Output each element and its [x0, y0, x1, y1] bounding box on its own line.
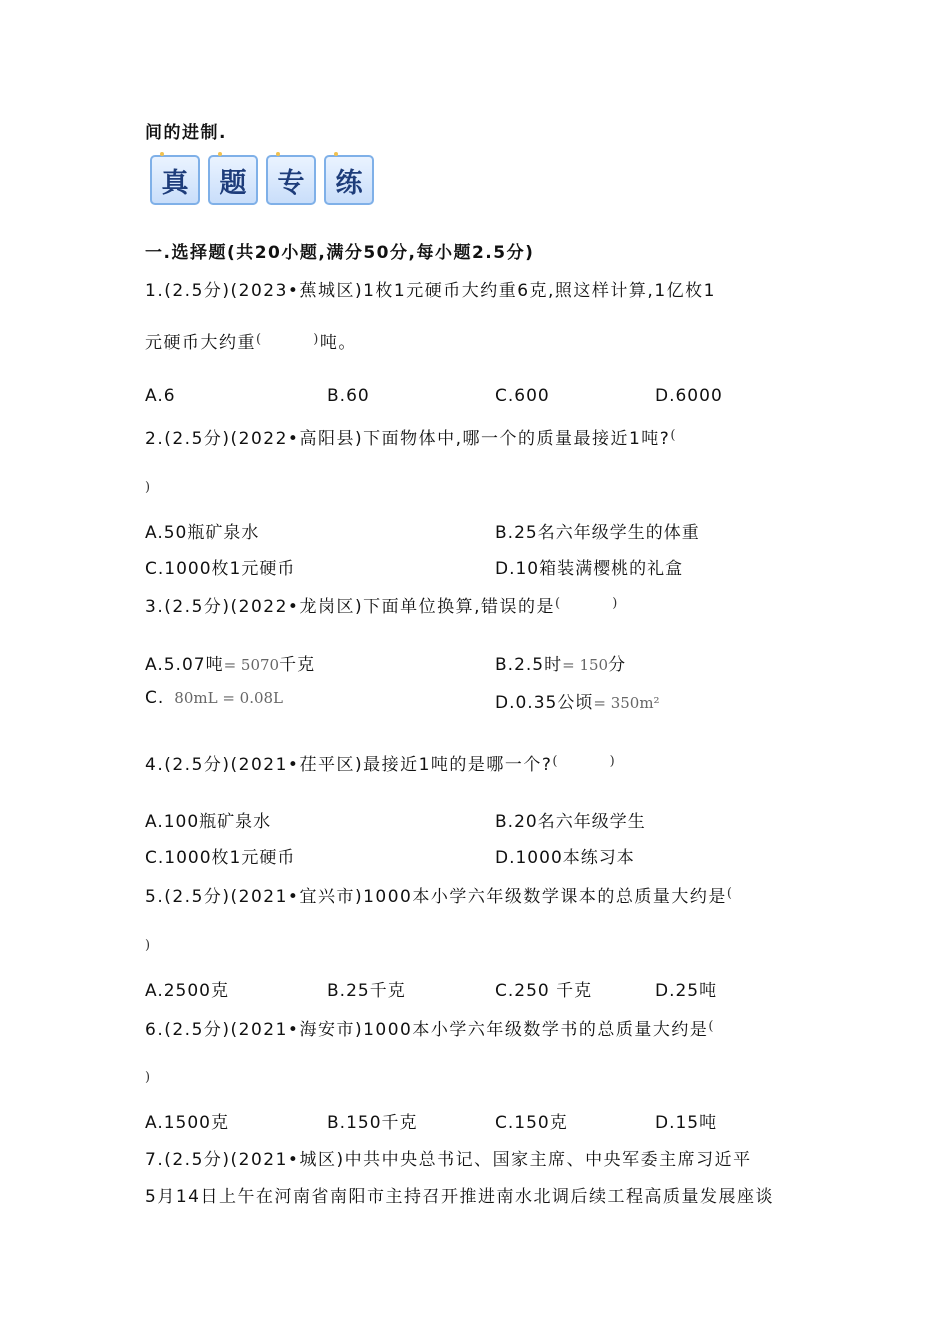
q6-close-paren	[145, 1070, 152, 1091]
q6-stem-line1	[145, 1015, 715, 1040]
q1-option-d[interactable]: D.6000	[655, 386, 723, 406]
q3-option-c-math: 80mL = 0.08L	[174, 689, 284, 707]
q5-option-c[interactable]: C.250 千克	[495, 981, 593, 1001]
banner-real-exam-practice	[150, 155, 374, 205]
q3-option-b[interactable]	[495, 650, 626, 675]
q3-stem-line1	[145, 592, 619, 617]
q3-stem-text: 3.(2.5分)(2022•龙岗区)下面单位换算,错误的是	[145, 597, 555, 617]
q5-option-b[interactable]: B.25千克	[327, 981, 406, 1001]
q1-stem-post: 吨。	[319, 333, 357, 353]
q6-close-paren-text: )	[145, 1070, 152, 1085]
q4-option-a[interactable]: A.100瓶矿泉水	[145, 812, 272, 832]
banner-char-4: 练	[324, 155, 374, 205]
q2-option-a[interactable]: A.50瓶矿泉水	[145, 523, 260, 543]
intro-text: 间的进制.	[145, 123, 227, 143]
q2-stem-text: 2.(2.5分)(2022•高阳县)下面物体中,哪一个的质量最接近1吨?	[145, 429, 671, 449]
q2-option-b[interactable]: B.25名六年级学生的体重	[495, 523, 700, 543]
q3-option-a-post: 千克	[279, 655, 316, 675]
q1-option-a[interactable]: A.6	[145, 386, 176, 406]
q3-option-b-pre: B.2.5时	[495, 655, 563, 675]
q2-option-d[interactable]: D.10箱装满樱桃的礼盒	[495, 559, 684, 579]
q4-option-d[interactable]: D.1000本练习本	[495, 848, 635, 868]
q5-option-a[interactable]: A.2500克	[145, 981, 229, 1001]
q2-option-c[interactable]: C.1000枚1元硬币	[145, 559, 296, 579]
q3-option-b-math: = 150	[562, 656, 609, 674]
banner-char-3: 专	[266, 155, 316, 205]
q7-stem-line2: 5月14日上午在河南省南阳市主持召开推进南水北调后续工程高质量发展座谈	[145, 1187, 774, 1207]
q5-stem-text: 5.(2.5分)(2021•宜兴市)1000本小学六年级数学课本的总质量大约是	[145, 887, 727, 907]
banner-char-2: 题	[208, 155, 258, 205]
q4-blank: ( )	[552, 754, 617, 769]
banner-char-1: 真	[150, 155, 200, 205]
q6-open-paren: (	[708, 1019, 715, 1034]
q1-option-c[interactable]: C.600	[495, 386, 550, 406]
q3-option-a-math: = 5070	[223, 656, 280, 674]
q3-option-b-post: 分	[608, 655, 627, 675]
q5-open-paren: (	[726, 886, 734, 901]
q1-stem-line2	[145, 328, 357, 353]
q3-option-a[interactable]	[145, 650, 315, 675]
q3-option-d-math: = 350m²	[593, 694, 660, 712]
section-heading: 一.选择题(共20小题,满分50分,每小题2.5分)	[145, 243, 535, 263]
q6-option-a[interactable]: A.1500克	[145, 1113, 229, 1133]
q6-option-c[interactable]: C.150克	[495, 1113, 568, 1133]
q7-stem-line1: 7.(2.5分)(2021•城区)中共中央总书记、国家主席、中央军委主席习近平	[145, 1150, 752, 1170]
q3-option-c-pre: C.	[145, 688, 165, 708]
q5-option-d[interactable]: D.25吨	[655, 981, 718, 1001]
q1-stem-line1: 1.(2.5分)(2023•蕉城区)1枚1元硬币大约重6克,照这样计算,1亿枚1	[145, 281, 716, 301]
q4-option-c[interactable]: C.1000枚1元硬币	[145, 848, 296, 868]
q1-blank: ( )	[256, 332, 320, 347]
q2-open-paren: (	[670, 428, 677, 443]
q4-stem-line1	[145, 750, 616, 775]
q6-option-d[interactable]: D.15吨	[655, 1113, 718, 1133]
q4-stem-text: 4.(2.5分)(2021•茌平区)最接近1吨的是哪一个?	[145, 755, 553, 775]
q5-close-paren	[145, 938, 152, 959]
q3-option-d[interactable]	[495, 688, 660, 713]
q3-option-a-pre: A.5.07吨	[145, 655, 224, 675]
q5-stem-line1	[145, 882, 733, 907]
q1-stem-pre: 元硬币大约重	[145, 333, 256, 353]
q1-option-b[interactable]: B.60	[327, 386, 370, 406]
q5-close-paren-text: )	[145, 938, 152, 953]
q6-stem-text: 6.(2.5分)(2021•海安市)1000本小学六年级数学书的总质量大约是	[145, 1020, 709, 1040]
q3-option-d-pre: D.0.35公顷	[495, 693, 594, 713]
q6-option-b[interactable]: B.150千克	[327, 1113, 418, 1133]
q2-close-paren	[145, 480, 152, 501]
q2-stem-line1	[145, 424, 677, 449]
q3-blank: ( )	[554, 596, 619, 611]
q2-close-paren-text: )	[145, 480, 152, 495]
q3-option-c[interactable]	[145, 688, 283, 708]
q4-option-b[interactable]: B.20名六年级学生	[495, 812, 646, 832]
